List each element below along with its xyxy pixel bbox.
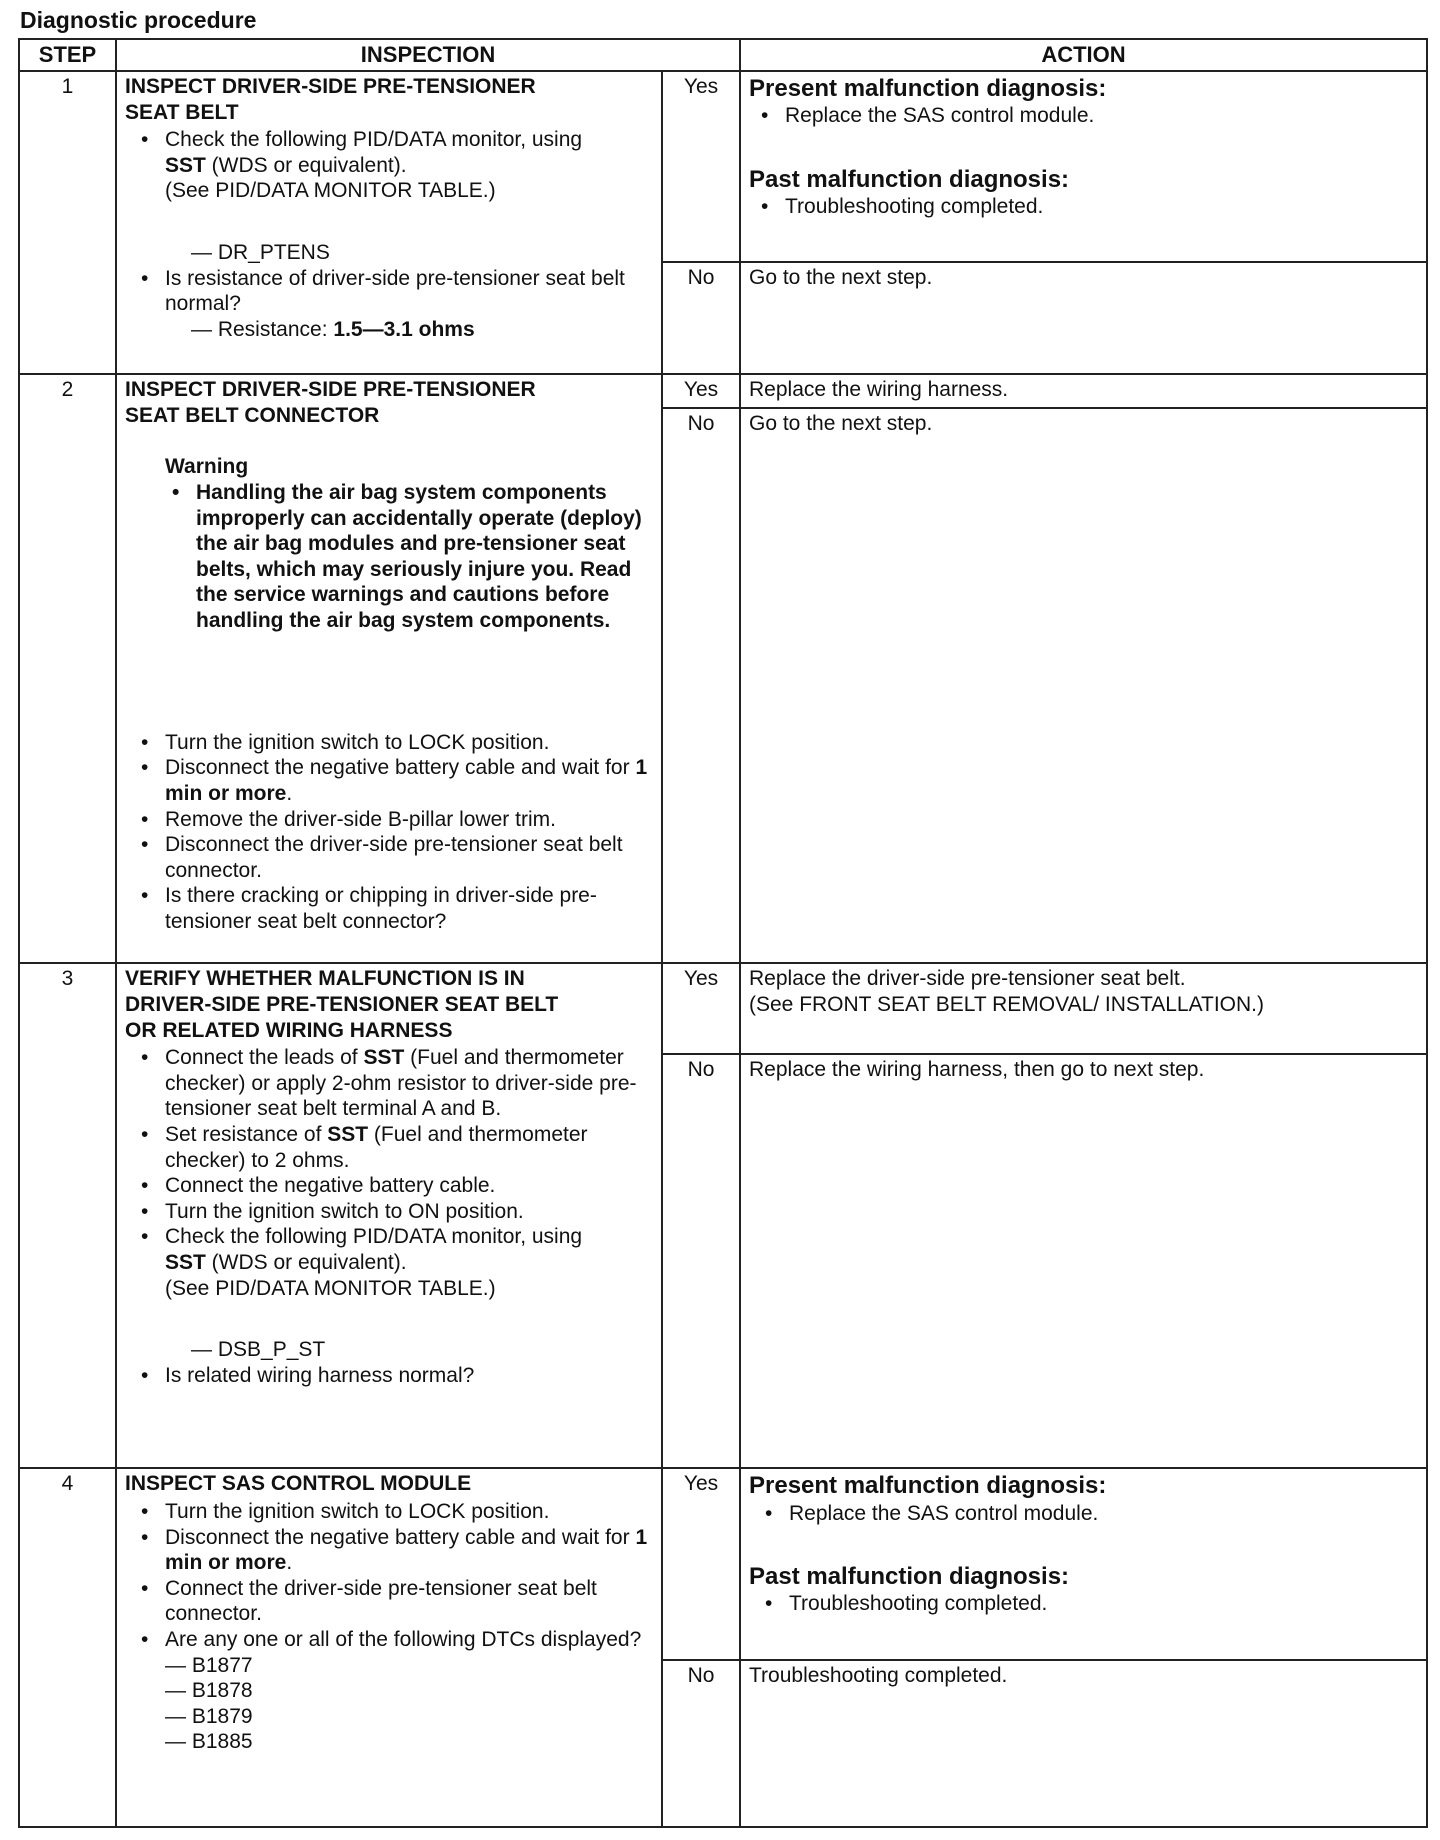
step-2-yes-row [19, 374, 1427, 408]
step-1-b2-text: Is resistance of driver-side pre-tensioner seat belt normal? [165, 266, 625, 316]
spacer [125, 204, 653, 240]
step-3-yes-action [740, 963, 1427, 1054]
step-2-b1: Turn the ignition switch to LOCK position. [165, 730, 550, 754]
step-3-inspection [116, 963, 662, 1468]
header-inspection: INSPECTION [116, 39, 740, 71]
step-4-b2-pre: Disconnect the negative battery cable and wait for [165, 1525, 636, 1549]
step-1-b1-text: Check the following PID/DATA monitor, using [165, 128, 583, 152]
step-4-no-action [740, 1660, 1427, 1827]
step-4-number: 4 [19, 1468, 116, 1827]
step-1-res-value: 1.5—3.1 ohms [333, 317, 475, 341]
step-3-b1-sst: SST [363, 1046, 405, 1070]
step-4-past-head: Past malfunction diagnosis: [749, 1563, 1070, 1591]
list-item [165, 883, 653, 934]
step-1-yes-label: Yes [662, 71, 740, 262]
step-3-b3: Connect the negative battery cable. [165, 1174, 496, 1198]
step-1-bullets-2 [125, 266, 653, 317]
list-item: — B1877 [165, 1653, 253, 1677]
step-3-yes-text-1: Replace the driver-side pre-tensioner seat belt. [749, 967, 1186, 991]
step-1-pid: — DR_PTENS [191, 241, 330, 265]
list-item [789, 1501, 1418, 1527]
step-4-past-item: Troubleshooting completed. [789, 1592, 1048, 1616]
step-3-b1-post: (Fuel and thermometer checker) or apply 2-ohm resistor to driver-side pre-tensioner seat belt terminal A and B. [165, 1046, 637, 1121]
step-3-b1-pre: Connect the leads of [165, 1046, 364, 1070]
list-item [165, 730, 653, 756]
step-4-present-list [749, 1501, 1418, 1527]
step-2-title-line1: INSPECT DRIVER-SIDE PRE-TENSIONER [125, 378, 536, 402]
step-1-title-line2: SEAT BELT [125, 100, 239, 124]
header-action: ACTION [740, 39, 1427, 71]
step-3-no-label: No [662, 1054, 740, 1468]
step-3-title-line1: VERIFY WHETHER MALFUNCTION IS IN [125, 967, 525, 991]
step-4-yes-row [19, 1468, 1427, 1659]
step-3-b2-post: (Fuel and thermometer checker) to 2 ohms. [165, 1122, 588, 1172]
list-item [785, 194, 1418, 220]
spacer [125, 634, 653, 730]
header-step: STEP [19, 39, 116, 71]
page-title: Diagnostic procedure [20, 7, 257, 33]
step-3-b5-pre: Check the following PID/DATA monitor, using [165, 1225, 583, 1249]
step-4-b2-post: . [286, 1551, 293, 1575]
spacer [125, 1301, 653, 1337]
step-2-bullets [125, 730, 653, 935]
step-4-bullets [125, 1499, 653, 1653]
step-2-yes-label: Yes [662, 374, 740, 408]
step-3-number: 3 [19, 963, 116, 1468]
step-4-past-list [749, 1591, 1418, 1617]
list-item [165, 1499, 653, 1525]
step-3-no-action [740, 1054, 1427, 1468]
step-4-b2-bold: 1 min or more [165, 1525, 648, 1575]
step-3-b5-sst: SST [165, 1250, 206, 1274]
step-2-warning-text: Handling the air bag system components improperly can accidentally operate (deploy) the air bag modules and pre-tensioner seat belts, which may seriously injure you. Read the service warnings and cautions before handling the air bag system components. [196, 481, 642, 633]
step-1-past-item: Troubleshooting completed. [785, 195, 1044, 219]
list-item: — B1885 [165, 1730, 253, 1754]
step-3-b5-post: (WDS or equivalent). [205, 1250, 407, 1274]
spacer [749, 1526, 1418, 1562]
step-2-inspection [116, 374, 662, 963]
step-1-inspection [116, 71, 662, 374]
step-3-b4: Turn the ignition switch to ON position. [165, 1199, 524, 1223]
step-2-no-label: No [662, 408, 740, 963]
step-1-title-line1: INSPECT DRIVER-SIDE PRE-TENSIONER [125, 75, 536, 98]
list-item: — B1878 [165, 1679, 253, 1703]
step-1-present-head: Present malfunction diagnosis: [749, 75, 1107, 102]
header-row [19, 39, 1427, 71]
step-2-b2-post: . [286, 781, 293, 805]
step-3-pid: — DSB_P_ST [191, 1338, 326, 1362]
list-item [165, 807, 653, 833]
step-1-res-label: — Resistance: [191, 317, 334, 341]
list-item [165, 755, 653, 806]
step-3-no-text: Replace the wiring harness, then go to next step. [749, 1058, 1205, 1082]
list-item [165, 1363, 653, 1389]
step-1-yes-row [19, 71, 1427, 262]
step-4-dtc-list [125, 1653, 653, 1755]
step-1-title [125, 74, 653, 125]
step-1-bullets [125, 127, 653, 204]
list-item [165, 1199, 653, 1225]
step-3-yes-row [19, 963, 1427, 1054]
list-item [165, 1525, 653, 1576]
list-item [789, 1591, 1418, 1617]
step-3-b6: Is related wiring harness normal? [165, 1363, 475, 1387]
step-1-present-list [749, 103, 1418, 129]
step-4-no-label: No [662, 1660, 740, 1827]
step-1-number: 1 [19, 71, 116, 374]
step-3-yes-text-2: (See FRONT SEAT BELT REMOVAL/ INSTALLATION.) [749, 992, 1265, 1016]
list-item [165, 1173, 653, 1199]
step-3-bullets [125, 1045, 653, 1301]
step-1-past-list [749, 194, 1418, 220]
list-item: — B1879 [165, 1704, 253, 1728]
step-1-resistance [125, 317, 653, 343]
step-1-present-item: Replace the SAS control module. [785, 104, 1095, 128]
step-2-number: 2 [19, 374, 116, 963]
list-item [165, 1576, 653, 1627]
step-3-b5-see: (See PID/DATA MONITOR TABLE.) [165, 1276, 496, 1300]
step-2-no-action [740, 408, 1427, 963]
step-1-no-text: Go to the next step. [749, 266, 933, 290]
step-3-bullets-2 [125, 1363, 653, 1389]
step-2-b2-pre: Disconnect the negative battery cable and wait for [165, 756, 636, 780]
list-item [165, 1224, 653, 1301]
step-2-title-line2: SEAT BELT CONNECTOR [125, 403, 380, 427]
step-4-no-text: Troubleshooting completed. [749, 1663, 1008, 1687]
step-1-yes-action [740, 71, 1427, 262]
diagnostic-procedure-table [18, 38, 1428, 1828]
step-2-b4: Disconnect the driver-side pre-tensioner seat belt connector. [165, 833, 623, 882]
list-item [165, 1122, 653, 1173]
step-2-b5: Is there cracking or chipping in driver-side pre-tensioner seat belt connector? [165, 884, 597, 933]
step-2-warning-list [125, 480, 653, 634]
step-1-b1-sst: SST [165, 153, 206, 177]
step-2-yes-action [740, 374, 1427, 408]
step-4-title: INSPECT SAS CONTROL MODULE [125, 1472, 472, 1496]
step-4-yes-action [740, 1468, 1427, 1659]
step-4-b1: Turn the ignition switch to LOCK position. [165, 1499, 550, 1523]
list-item [165, 1045, 653, 1122]
list-item [165, 127, 653, 204]
step-3-title [125, 966, 653, 1043]
step-2-b2-bold: 1 min or more [165, 756, 648, 805]
step-4-b4: Are any one or all of the following DTCs displayed? [165, 1627, 642, 1651]
step-1-b1-post: (WDS or equivalent). [205, 153, 407, 177]
list-item [165, 266, 653, 317]
step-3-yes-label: Yes [662, 963, 740, 1054]
step-1-no-label: No [662, 262, 740, 374]
step-4-present-head: Present malfunction diagnosis: [749, 1472, 1107, 1500]
step-2-b3: Remove the driver-side B-pillar lower trim. [165, 807, 556, 831]
step-3-b2-sst: SST [327, 1122, 369, 1146]
step-3-b2-pre: Set resistance of [165, 1122, 328, 1146]
list-item [196, 480, 653, 634]
step-3-title-line3: OR RELATED WIRING HARNESS [125, 1018, 453, 1042]
list-item [785, 103, 1418, 129]
step-2-yes-text: Replace the wiring harness. [749, 378, 1009, 402]
list-item [165, 832, 653, 883]
step-1-past-head: Past malfunction diagnosis: [749, 165, 1070, 193]
step-4-present-item: Replace the SAS control module. [789, 1501, 1099, 1525]
spacer [749, 129, 1418, 165]
step-2-no-text: Go to the next step. [749, 412, 933, 436]
step-3-title-line2: DRIVER-SIDE PRE-TENSIONER SEAT BELT [125, 992, 559, 1016]
step-1-b1-see: (See PID/DATA MONITOR TABLE.) [165, 179, 496, 203]
step-1-no-action [740, 262, 1427, 374]
step-2-warning-head: Warning [165, 455, 249, 479]
step-4-inspection [116, 1468, 662, 1827]
step-4-yes-label: Yes [662, 1468, 740, 1659]
step-4-b3: Connect the driver-side pre-tensioner seat belt connector. [165, 1576, 597, 1626]
step-2-title [125, 377, 653, 428]
list-item [165, 1627, 653, 1653]
